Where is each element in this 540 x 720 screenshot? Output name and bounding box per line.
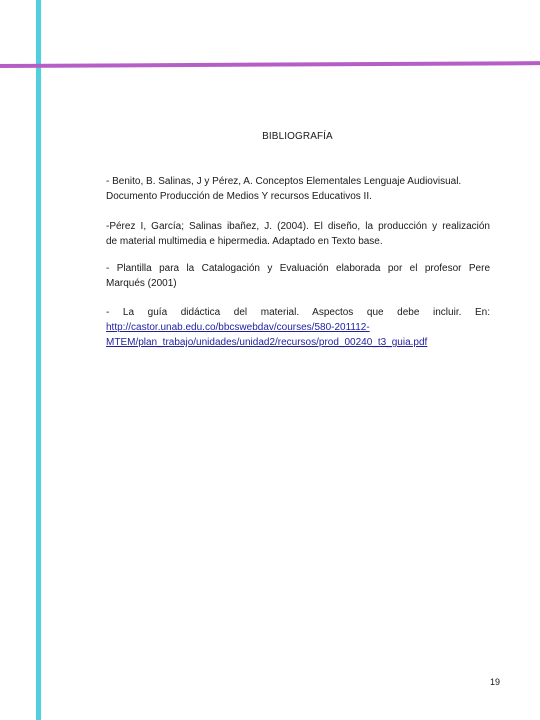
bibliography-entry-4 [106,305,490,350]
entry-1-line-1: - Benito, B. Salinas, J y Pérez, A. Conceptos Elementales Lenguaje Audiovisual. [106,176,462,187]
top-horizontal-rule [0,61,540,68]
bibliography-entry-1 [106,174,490,204]
entry-2-line-1: -Pérez I, García; Salinas ibañez, J. (2004). El diseño, la producción y realización [106,221,490,232]
entry-4-line-1: - La guía didáctica del material. Aspectos que debe incluir. En: [106,307,490,318]
left-vertical-rule [36,0,41,720]
bibliography-entry-2 [106,219,490,249]
entry-3-line-2: Marqués (2001) [106,278,177,289]
guide-url-link-line-2[interactable]: MTEM/plan_trabajo/unidades/unidad2/recursos/prod_00240_t3_guia.pdf [106,337,428,348]
bibliography-entry-3 [106,261,490,291]
entry-2-line-2: de material multimedia e hipermedia. Adaptado en Texto base. [106,236,383,247]
entry-3-line-1: - Plantilla para la Catalogación y Evaluación elaborada por el profesor Pere [106,263,490,274]
bibliography-heading: BIBLIOGRAFÍA [262,131,333,142]
entry-1-line-2: Documento Producción de Medios Y recursos Educativos II. [106,191,372,202]
guide-url-link-line-1[interactable]: http://castor.unab.edu.co/bbcswebdav/courses/580-201112- [106,322,370,333]
page-number: 19 [490,677,501,687]
